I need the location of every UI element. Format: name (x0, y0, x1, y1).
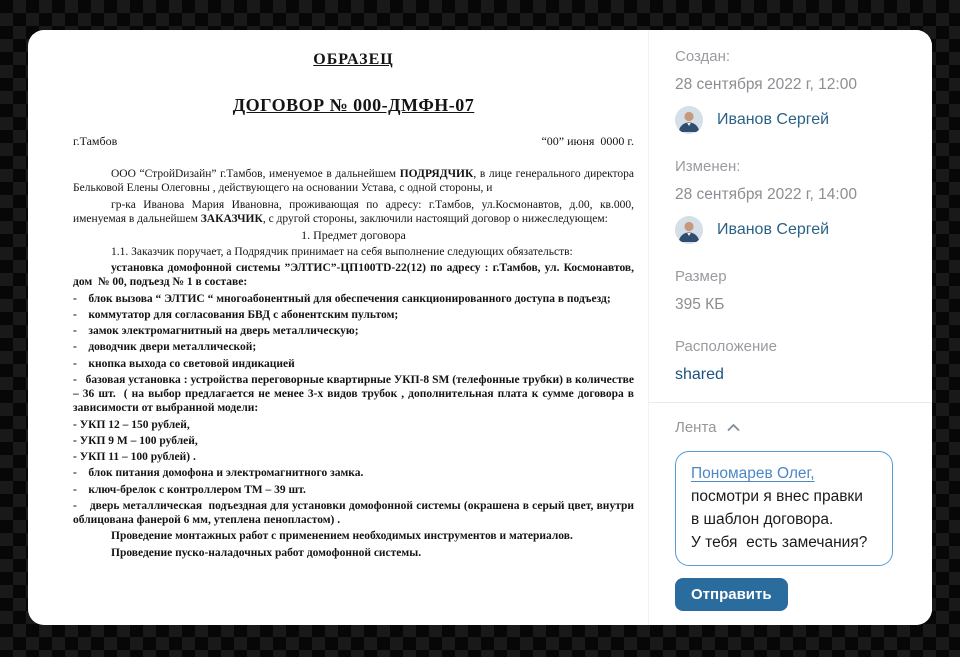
document-stamp: ОБРАЗЕЦ (313, 51, 394, 68)
modified-date: 28 сентября 2022 г, 14:00 (675, 186, 857, 203)
avatar-photo (675, 106, 703, 134)
created-by-name[interactable]: Иванов Сергей (717, 111, 830, 128)
scope-item: - кнопка выхода со световой индикацией (73, 357, 295, 370)
party1-role: ПОДРЯДЧИК (399, 168, 474, 181)
send-button[interactable]: Отправить (675, 578, 788, 611)
user-avatar[interactable] (675, 106, 703, 134)
created-date: 28 сентября 2022 г, 12:00 (675, 76, 857, 93)
user-avatar[interactable] (675, 216, 703, 244)
size-label: Размер (675, 268, 727, 285)
party2-text: гр-ка Иванова Мария Ивановна, проживающая по адресу: г.Тамбов, ул.Космонавтов, д.00, кв.000, именуемая в дальнейшем (73, 198, 634, 225)
party2-role: ЗАКАЗЧИК (200, 212, 263, 225)
comment-line: У тебя есть замечания? (691, 534, 868, 551)
scope-item: - ключ-брелок с контроллером ТМ – 39 шт. (73, 483, 306, 496)
scope-item: - блок питания домофона и электромагнитного замка. (73, 467, 364, 480)
created-label: Создан: (675, 48, 731, 65)
scope-item: - блок вызова “ ЭЛТИС “ многоабонентный для обеспечения санкционированного доступа в подъезд; (73, 292, 611, 305)
location-link[interactable]: shared (675, 366, 724, 383)
comment-line: в шаблон договора. (691, 511, 834, 528)
feed-label: Лента (675, 419, 717, 436)
contract-party-2 (73, 198, 634, 227)
party1-text-cont: , в лице генерального директора Бельковой Елены Олеговны , действующего на основании Устава, с одной стороны, и (73, 168, 635, 195)
party2-text-cont: , с другой стороны, заключили настоящий договор о нижеследующем: (262, 212, 608, 225)
size-value: 395 КБ (675, 296, 725, 313)
scope-item: - доводчик двери металлической; (73, 341, 257, 354)
scope-intro: установка домофонной системы ”ЭЛТИС”-ЦП100TD-22(12) по адресу : г.Тамбов, ул. Космонавтов, дом № 00, подъезд № 1 в составе: (73, 262, 634, 289)
price-line: - УКП 12 – 150 рублей, (73, 418, 190, 431)
scope-item: - дверь металлическая подъездная для установки домофонной системы (окрашена в серый цвет, внутри облицована фанерой 6 мм, утеплена пенопластом) . (73, 499, 634, 527)
modified-by-name[interactable]: Иванов Сергей (717, 221, 830, 238)
clause-1-1: 1.1. Заказчик поручает, а Подрядчик принимает на себя выполнение следующих обязательств: (111, 245, 573, 258)
section-1-heading: 1. Предмет договора (301, 228, 406, 243)
comment-line: посмотри я внес правки (691, 488, 863, 505)
contract-party-1 (73, 167, 634, 196)
modified-by-user[interactable] (675, 216, 906, 244)
price-line: - УКП 9 М – 100 рублей, (73, 434, 198, 447)
panel-divider (649, 402, 932, 403)
created-by-user[interactable] (675, 106, 906, 134)
location-label: Расположение (675, 338, 777, 355)
document-preview (28, 30, 648, 625)
price-line: - УКП 11 – 100 рублей) . (73, 451, 196, 464)
file-preview-window (28, 30, 932, 625)
closing-paragraph-2: Проведение пуско-наладочных работ домофонной системы. (111, 546, 422, 559)
document-title: ДОГОВОР № 000-ДМФН-07 (232, 94, 475, 115)
party1-text: ООО “СтройDизайн” г.Тамбов, именуемое в дальнейшем (111, 168, 400, 181)
file-info-panel (648, 30, 932, 625)
scope-item: - базовая установка : устройства переговорные квартирные УКП-8 SM (телефонные трубки) в количестве – 36 шт. ( на выбор предлагается не менее 3-х видов трубок , дополнительная плата к сумме договора в зависимости от выбранной модели: (73, 373, 634, 415)
document-city-date-row (73, 134, 634, 149)
modified-label: Изменен: (675, 158, 741, 175)
scope-item: - коммутатор для согласования БВД с абонентским пультом; (73, 308, 399, 321)
closing-paragraph-1: Проведение монтажных работ с применением необходимых инструментов и материалов. (111, 530, 573, 543)
mention-link[interactable]: Пономарев Олег, (691, 465, 815, 482)
feed-section-toggle[interactable] (675, 419, 740, 436)
avatar-photo (675, 216, 703, 244)
comment-input[interactable] (675, 451, 893, 566)
chevron-up-icon (727, 423, 740, 432)
document-date: “00” июня 0000 г. (541, 134, 634, 149)
document-city: г.Тамбов (73, 134, 118, 149)
scope-item: - замок электромагнитный на дверь металлическую; (73, 325, 359, 338)
